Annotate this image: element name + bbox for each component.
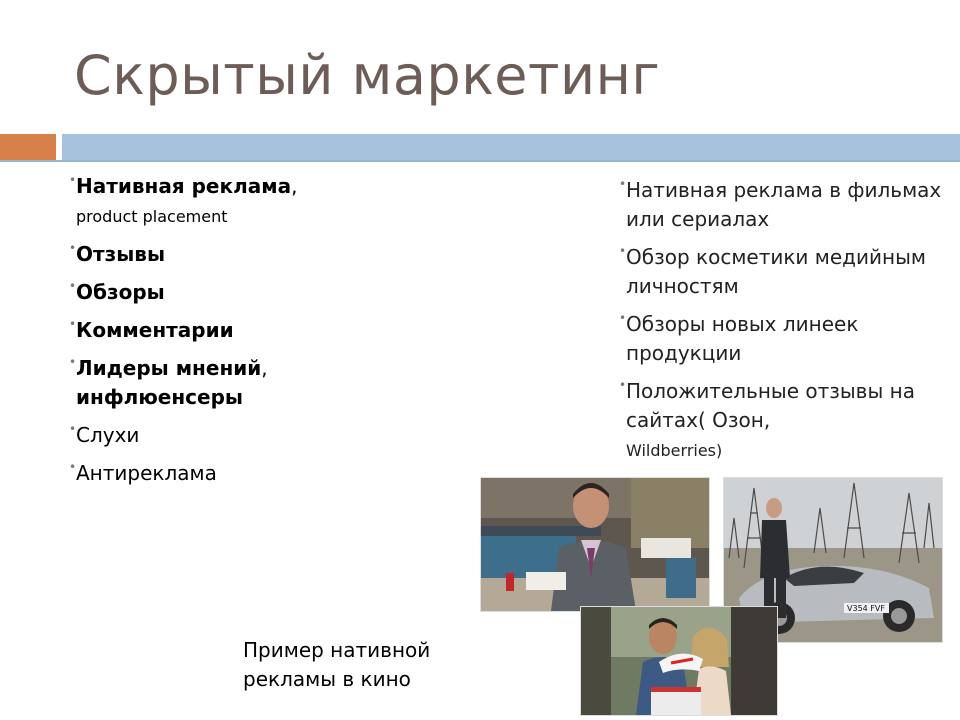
list-item-punct: ,: [261, 356, 268, 380]
list-item: [38, 421, 378, 450]
list-item: [38, 172, 378, 231]
list-item-text: Нативная реклама в фильмах или сериалах: [626, 178, 942, 231]
list-item: [588, 243, 948, 301]
bullet-icon: •: [69, 317, 77, 331]
image-caption: Пример нативной рекламы в кино: [243, 638, 431, 691]
svg-text:V354 FVF: V354 FVF: [847, 604, 885, 613]
bullet-icon: •: [69, 460, 77, 474]
movie-still-kitchen-image: [480, 477, 710, 612]
accent-bar-orange: [0, 134, 56, 160]
list-item-bold-line2: инфлюенсеры: [76, 385, 243, 409]
right-bullet-list: [588, 176, 948, 474]
movie-still-couple-image: [580, 606, 778, 716]
bullet-icon: •: [69, 173, 77, 187]
list-item-small: Wildberries): [626, 441, 723, 460]
list-item: [38, 278, 378, 307]
list-item: [38, 354, 378, 412]
list-item-bold: Комментарии: [76, 318, 234, 342]
list-item: [38, 240, 378, 269]
bullet-icon: •: [69, 355, 77, 369]
slide-title: Скрытый маркетинг: [74, 44, 661, 107]
bullet-icon: •: [619, 244, 627, 258]
list-item-punct: ,: [291, 174, 298, 198]
list-item-bold: Лидеры мнений: [76, 356, 262, 380]
list-item-text: Слухи: [76, 423, 140, 447]
list-item: [38, 316, 378, 345]
divider-line: [0, 160, 960, 162]
bullet-icon: •: [69, 422, 77, 436]
list-item-bold: Обзоры: [76, 280, 165, 304]
bullet-icon: •: [619, 311, 627, 325]
accent-bar-blue: [62, 134, 960, 160]
list-item-sub: product placement: [76, 207, 228, 226]
list-item-text: Антиреклама: [76, 461, 217, 485]
bullet-icon: •: [69, 279, 77, 293]
list-item: [38, 459, 378, 488]
list-item-bold: Отзывы: [76, 242, 166, 266]
list-item: [588, 176, 948, 234]
left-bullet-list: [38, 172, 378, 497]
list-item-text: Положительные отзывы на сайтах( Озон,: [626, 379, 915, 432]
bullet-icon: •: [619, 378, 627, 392]
list-item-text: Обзор косметики медийным личностям: [626, 245, 926, 298]
bullet-icon: •: [619, 177, 627, 191]
list-item: [588, 377, 948, 465]
list-item: [588, 310, 948, 368]
list-item-text: Обзоры новых линеек продукции: [626, 312, 859, 365]
list-item-bold: Нативная реклама: [76, 174, 292, 198]
bullet-icon: •: [69, 241, 77, 255]
